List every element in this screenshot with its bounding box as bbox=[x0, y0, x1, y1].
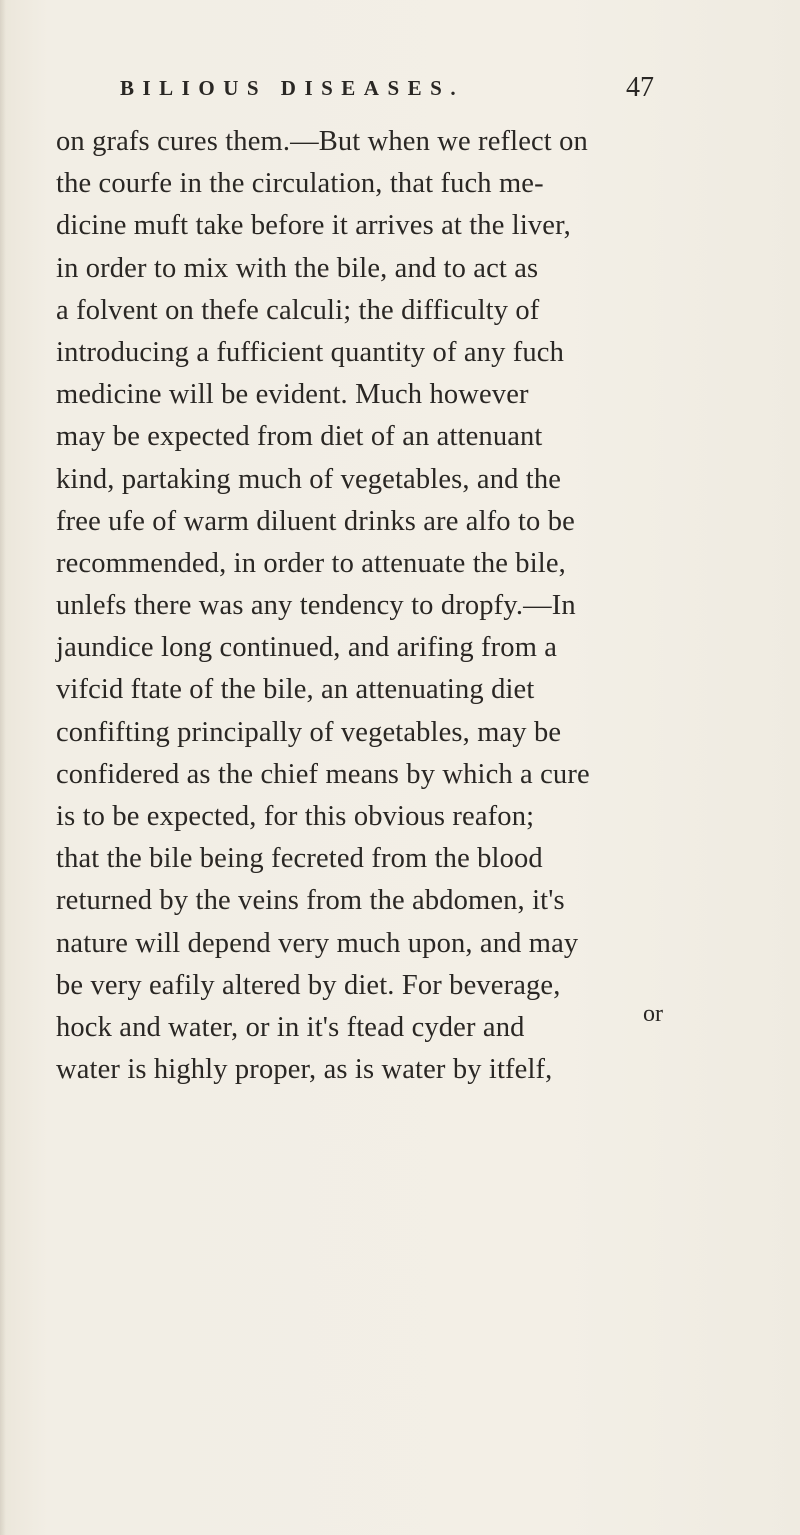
text-line: in order to mix with the bile, and to act as bbox=[56, 252, 539, 284]
text-line: kind, partaking much of vegetables, and the bbox=[56, 463, 562, 495]
catchword: or bbox=[643, 1001, 663, 1027]
text-line: on grafs cures them.—But when we reflect on bbox=[56, 126, 588, 157]
text-line: dicine muft take before it arrives at the liver, bbox=[56, 210, 571, 242]
text-line: free ufe of warm diluent drinks are alfo to be bbox=[56, 505, 575, 537]
text-line: a folvent on thefe calculi; the difficulty of bbox=[56, 294, 540, 326]
text-line: water is highly proper, as is water by itfelf, bbox=[56, 1054, 553, 1086]
text-line: recommended, in order to attenuate the bile, bbox=[56, 547, 566, 579]
text-line: nature will depend very much upon, and may bbox=[56, 927, 579, 959]
text-line: returned by the veins from the abdomen, it's bbox=[56, 885, 565, 917]
text-line: jaundice long continued, and arifing from a bbox=[56, 632, 558, 664]
text-line: medicine will be evident. Much however bbox=[56, 379, 529, 411]
text-line: that the bile being fecreted from the blood bbox=[56, 843, 543, 875]
page-header bbox=[0, 72, 800, 112]
text-line: be very eafily altered by diet. For beverage, bbox=[56, 969, 561, 1001]
text-line: vifcid ftate of the bile, an attenuating diet bbox=[56, 674, 535, 706]
text-line: the courfe in the circulation, that fuch me- bbox=[56, 168, 544, 200]
text-line: confidered as the chief means by which a cure bbox=[56, 758, 590, 790]
text-line: hock and water, or in it's ftead cyder and bbox=[56, 1011, 525, 1043]
running-head: BILIOUS DISEASES. bbox=[120, 76, 465, 100]
text-line: confifting principally of vegetables, may be bbox=[56, 716, 562, 748]
text-line: introducing a fufficient quantity of any fuch bbox=[56, 336, 564, 368]
body-text bbox=[56, 121, 756, 1091]
text-line: unlefs there was any tendency to dropfy.—In bbox=[56, 590, 576, 622]
text-line: is to be expected, for this obvious reafon; bbox=[56, 801, 535, 832]
page-number: 47 bbox=[626, 72, 654, 103]
page-gutter bbox=[0, 0, 6, 1535]
text-line: may be expected from diet of an attenuant bbox=[56, 421, 543, 453]
